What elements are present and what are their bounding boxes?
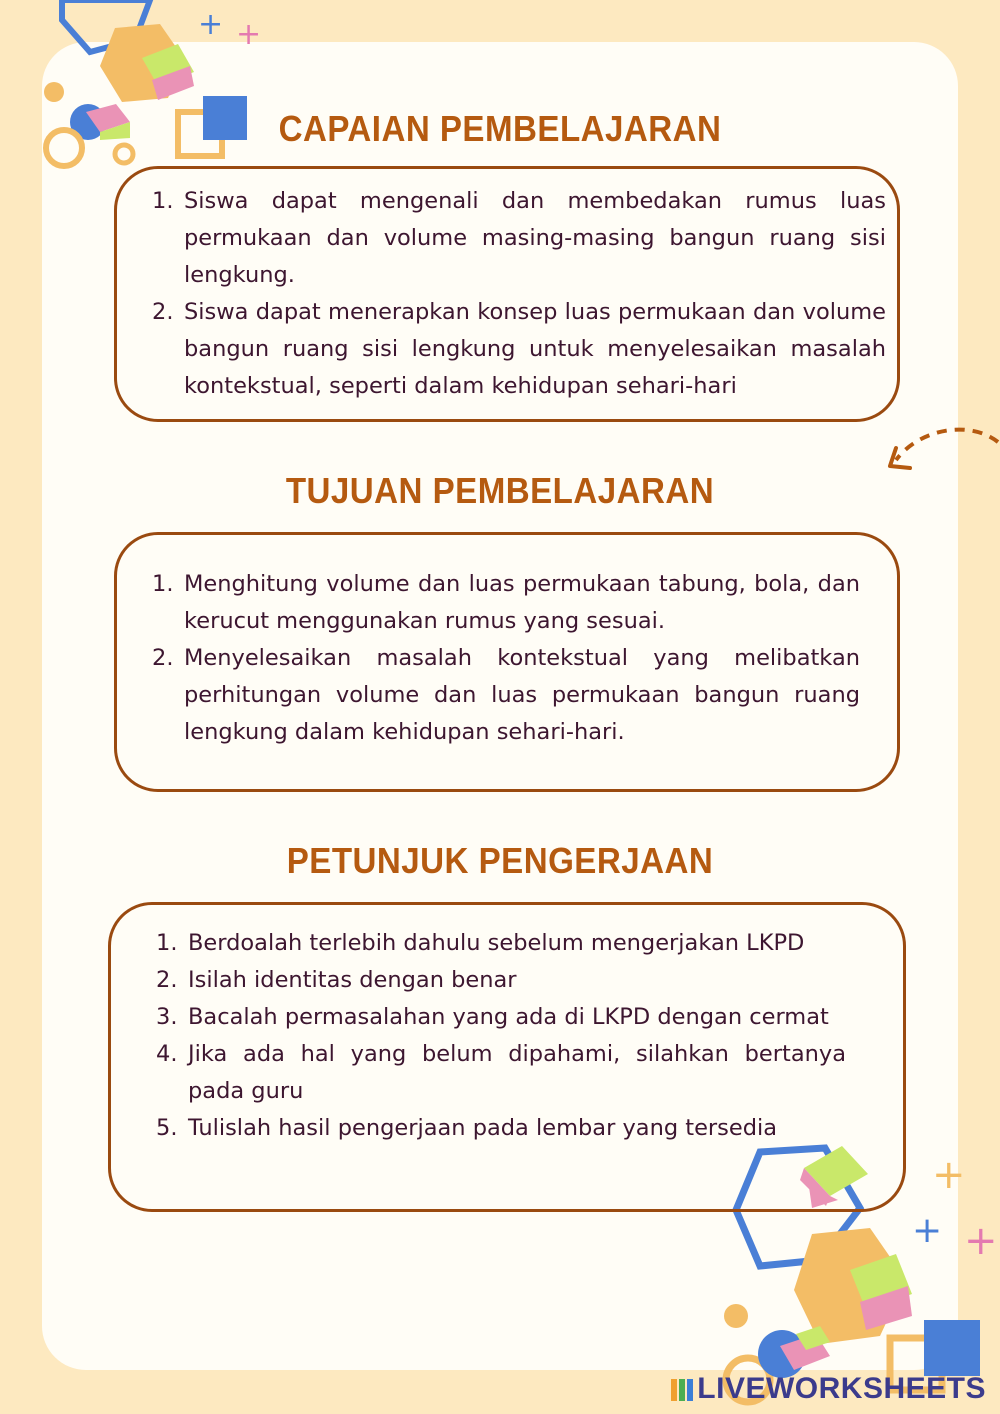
liveworksheets-logo[interactable] — [671, 1372, 986, 1406]
capaian-heading: CAPAIAN PEMBELAJARAN — [278, 108, 722, 149]
petunjuk-heading: PETUNJUK PENGERJAAN — [286, 840, 714, 881]
item-number: 1. — [152, 188, 174, 214]
list-item — [152, 640, 860, 751]
capaian-list — [152, 183, 886, 405]
item-number: 2. — [156, 967, 178, 993]
svg-text:+: + — [912, 1210, 943, 1251]
list-item — [156, 1036, 846, 1110]
svg-text:+: + — [932, 1152, 966, 1198]
svg-text:+: + — [198, 7, 224, 42]
list-item — [156, 999, 846, 1036]
tujuan-list — [152, 566, 860, 751]
item-number: 2. — [152, 299, 174, 325]
list-item — [156, 925, 846, 962]
item-text: Tulislah hasil pengerjaan pada lembar yang tersedia — [188, 1115, 778, 1141]
tujuan-heading: TUJUAN PEMBELAJARAN — [285, 470, 715, 511]
list-item — [152, 566, 860, 640]
item-number: 5. — [156, 1115, 178, 1141]
item-text: Siswa dapat mengenali dan membedakan rumus luas permukaan dan volume masing-masing bangun ruang sisi lengkung. — [184, 188, 886, 288]
svg-text:+: + — [964, 1218, 998, 1264]
orange-dot — [724, 1304, 748, 1328]
item-text: Menyelesaikan masalah kontekstual yang melibatkan perhitungan volume dan luas permukaan bangun ruang lengkung dalam kehidupan sehari-hari. — [184, 645, 860, 745]
item-number: 4. — [156, 1041, 178, 1067]
list-item — [152, 183, 886, 294]
liveworksheets-mark-icon — [671, 1379, 693, 1401]
item-number: 3. — [156, 1004, 178, 1030]
item-number: 1. — [152, 571, 174, 597]
petunjuk-list — [156, 925, 846, 1147]
list-item — [156, 1110, 846, 1147]
logo-text: LIVEWORKSHEETS — [697, 1372, 986, 1405]
item-text: Berdoalah terlebih dahulu sebelum mengerjakan LKPD — [188, 930, 805, 956]
list-item — [152, 294, 886, 405]
item-text: Jika ada hal yang belum dipahami, silahkan bertanya pada guru — [188, 1041, 846, 1104]
svg-text:+: + — [236, 17, 262, 52]
decorative-shapes-top-left — [0, 0, 280, 180]
item-text: Menghitung volume dan luas permukaan tabung, bola, dan kerucut menggunakan rumus yang sesuai. — [184, 571, 860, 634]
blue-square — [924, 1320, 980, 1376]
orange-dot — [44, 82, 64, 102]
item-number: 2. — [152, 645, 174, 671]
item-text: Bacalah permasalahan yang ada di LKPD dengan cermat — [188, 1004, 829, 1030]
item-number: 1. — [156, 930, 178, 956]
item-text: Isilah identitas dengan benar — [188, 967, 517, 993]
item-text: Siswa dapat menerapkan konsep luas permukaan dan volume bangun ruang sisi lengkung untuk menyelesaikan masalah kontekstual, seperti dalam kehidupan sehari-hari — [184, 299, 886, 399]
list-item — [156, 962, 846, 999]
